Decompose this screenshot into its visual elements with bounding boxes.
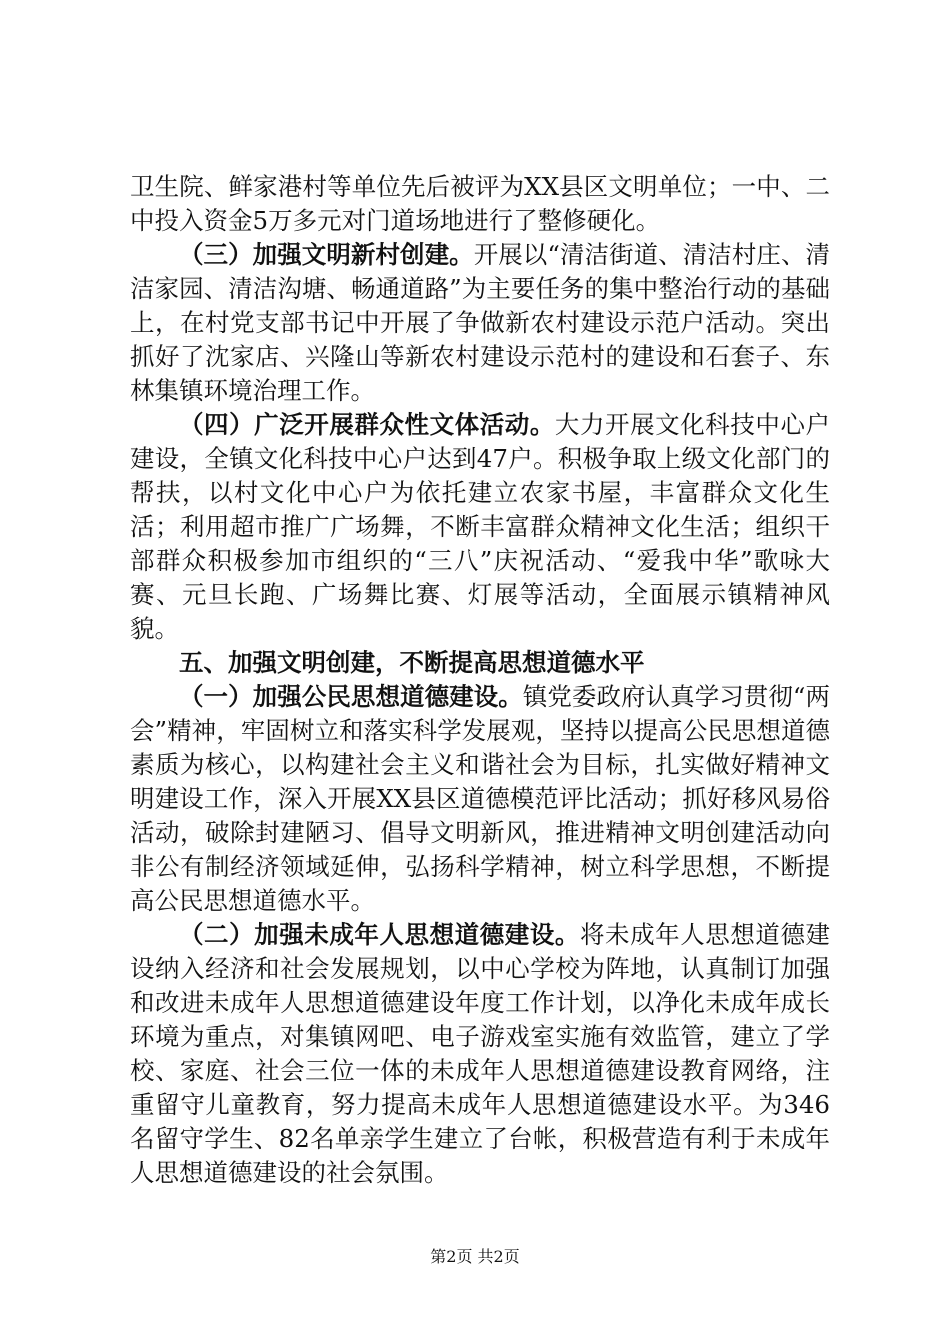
paragraph-civic-morality — [130, 680, 830, 918]
page-footer — [0, 1244, 950, 1267]
section-heading-five — [130, 646, 830, 680]
page-number: 第2页 共2页 — [430, 1247, 520, 1266]
paragraph-text: 卫生院、鲜家港村等单位先后被评为XX县区文明单位；一中、二中投入资金5万多元对门道场地进行了整修硬化。 — [130, 172, 830, 235]
paragraph-heading: （四）广泛开展群众性文体活动。 — [179, 410, 555, 439]
paragraph-new-village — [130, 238, 830, 408]
paragraph-text: 将未成年人思想道德建设纳入经济和社会发展规划，以中心学校为阵地，认真制订加强和改进未成年人思想道德建设年度工作计划，以净化未成年成长环境为重点，对集镇网吧、电子游戏室实施有效监管，建立了学校、家庭、社会三位一体的未成年人思想道德建设教育网络，注重留守儿童教育，努力提高未成年人思想道德建设水平。为346名留守学生、82名单亲学生建立了台帐，积极营造有利于未成年人思想道德建设的社会氛围。 — [130, 920, 831, 1187]
paragraph-text: 大力开展文化科技中心户建设，全镇文化科技中心户达到47户。积极争取上级文化部门的帮扶，以村文化中心户为依托建立农家书屋，丰富群众文化生活；利用超市推广广场舞，不断丰富群众精神文化生活；组织干部群众积极参加市组织的“三八”庆祝活动、“爱我中华”歌咏大赛、元旦长跑、广场舞比赛、灯展等活动，全面展示镇精神风貌。 — [130, 410, 831, 643]
paragraph-heading: （三）加强文明新村创建。 — [179, 240, 474, 269]
paragraph-heading: （二）加强未成年人思想道德建设。 — [179, 920, 580, 949]
paragraph-cultural-activities — [130, 408, 830, 646]
paragraph-continuation — [130, 170, 830, 238]
section-heading: 五、加强文明创建，不断提高思想道德水平 — [179, 648, 645, 677]
paragraph-text: 镇党委政府认真学习贯彻“两会”精神，牢固树立和落实科学发展观，坚持以提高公民思想道德素质为核心，以构建社会主义和谐社会为目标，扎实做好精神文明建设工作，深入开展XX县区道德模范评比活动；抓好移风易俗活动，破除封建陋习、倡导文明新风，推进精神文明创建活动向非公有制经济领域延伸，弘扬科学精神，树立科学思想，不断提高公民思想道德水平。 — [130, 682, 830, 915]
document-body — [130, 170, 830, 1190]
paragraph-text: 开展以“清洁街道、清洁村庄、清洁家园、清洁沟塘、畅通道路”为主要任务的集中整治行动的基础上，在村党支部书记中开展了争做新农村建设示范户活动。突出抓好了沈家店、兴隆山等新农村建设示范村的建设和石套子、东林集镇环境治理工作。 — [130, 240, 831, 405]
paragraph-minors-morality — [130, 918, 830, 1190]
paragraph-heading: （一）加强公民思想道德建设。 — [179, 682, 523, 711]
